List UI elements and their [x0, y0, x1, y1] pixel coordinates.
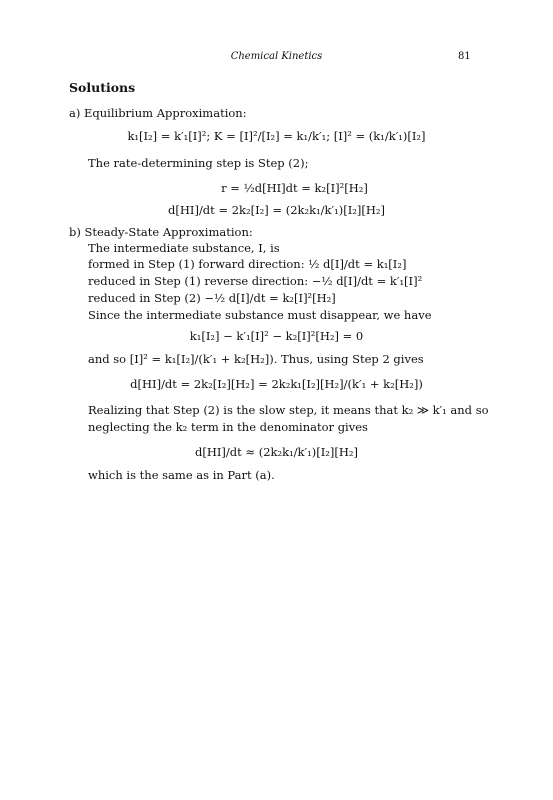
part-b-line-2: formed in Step (1) forward direction: ½ d[I]/dt = k₁[I₂] — [88, 257, 407, 271]
part-b-line-9: which is the same as in Part (a). — [88, 468, 275, 482]
part-a-equation-3: d[HI]/dt = 2k₂[I₂] = (2k₂k₁/k′₁)[I₂][H₂] — [168, 203, 385, 217]
page-number: 81 — [458, 51, 471, 62]
part-a-equation-1: k₁[I₂] = k′₁[I]²; K = [I]²/[I₂] = k₁/k′₁; [I]² = (k₁/k′₁)[I₂] — [127, 129, 426, 143]
part-b-line-1: The intermediate substance, I, is — [88, 241, 280, 255]
part-a-label: a) Equilibrium Approximation: — [69, 106, 247, 120]
part-b-equation-1: k₁[I₂] − k′₁[I]² − k₂[I]²[H₂] = 0 — [189, 329, 364, 343]
running-header-title: Chemical Kinetics — [230, 51, 323, 62]
part-b-label: b) Steady-State Approximation: — [69, 225, 253, 239]
part-b-line-6: and so [I]² = k₁[I₂]/(k′₁ + k₂[H₂]). Thus, using Step 2 gives — [88, 352, 424, 366]
part-b-equation-3: d[HI]/dt ≈ (2k₂k₁/k′₁)[I₂][H₂] — [195, 445, 358, 459]
part-b-line-8: neglecting the k₂ term in the denominator gives — [88, 420, 368, 434]
part-a-equation-2: r = ½d[HI]dt = k₂[I]²[H₂] — [221, 181, 368, 195]
part-b-line-4: reduced in Step (2) −½ d[I]/dt = k₂[I]²[H₂] — [88, 291, 336, 305]
solutions-heading: Solutions — [69, 80, 136, 95]
part-b-equation-2: d[HI]/dt = 2k₂[I₂][H₂] = 2k₂k₁[I₂][H₂]/(k′₁ + k₂[H₂]) — [130, 377, 423, 391]
part-b-line-3: reduced in Step (1) reverse direction: −½ d[I]/dt = k′₁[I]² — [88, 274, 423, 288]
part-a-text-1: The rate-determining step is Step (2); — [88, 156, 309, 170]
part-b-line-7: Realizing that Step (2) is the slow step, it means that k₂ ≫ k′₁ and so — [88, 403, 489, 417]
part-b-line-5: Since the intermediate substance must disappear, we have — [88, 308, 432, 322]
